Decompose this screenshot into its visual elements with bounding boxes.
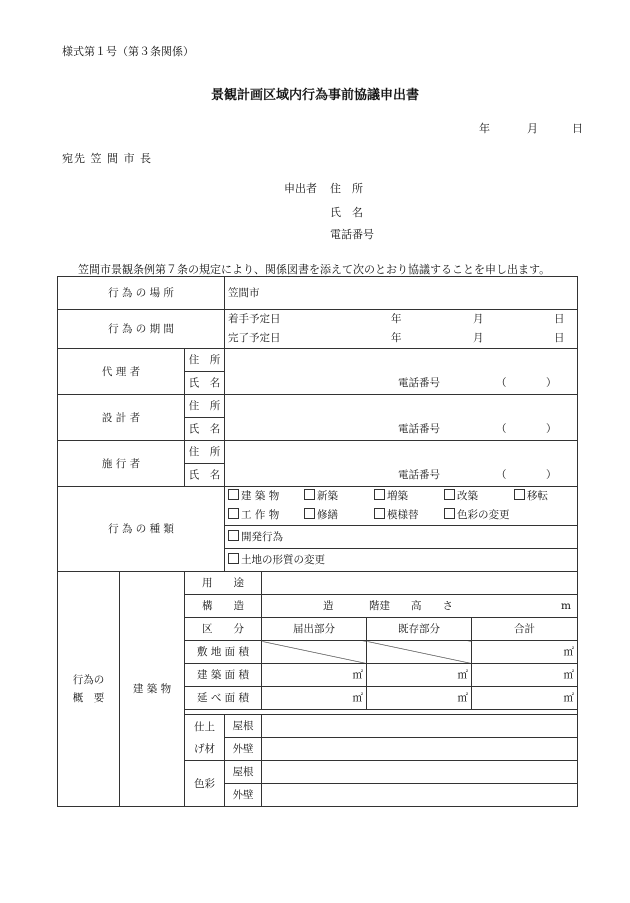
finish-roof-label: 屋根 <box>225 715 262 738</box>
finish-label: 仕上 げ材 <box>185 715 225 761</box>
statement-text: 笠間市景観条例第７条の規定により、関係図書を添えて次のとおり協議することを申し出ます。 <box>78 263 551 276</box>
colors-label: 色彩 <box>185 761 225 807</box>
checkbox-icon[interactable] <box>374 508 385 519</box>
agent-phone-label: 電話番号 <box>398 376 441 389</box>
colors-roof-input[interactable] <box>262 761 578 784</box>
period-start-label: 着手予定日 <box>228 313 281 325</box>
floor-area-label: 延 べ 面 積 <box>185 687 262 710</box>
agent-name-input[interactable] <box>225 372 578 395</box>
building-area-label: 建 築 面 積 <box>185 664 262 687</box>
designer-phone-open: （ <box>496 422 507 435</box>
site-area-total-cell[interactable]: ㎡ <box>472 641 578 664</box>
use-label: 用 途 <box>185 572 262 595</box>
kind-structure-option[interactable]: 工 作 物 <box>228 508 279 522</box>
checkbox-icon[interactable] <box>374 489 385 500</box>
finish-roof-input[interactable] <box>262 715 578 738</box>
kind-expand-option[interactable]: 増築 <box>374 489 408 503</box>
structure-zo: 造 <box>323 600 334 612</box>
use-input[interactable] <box>262 572 578 595</box>
period-end-day: 日 <box>554 332 565 344</box>
designer-phone-close: ） <box>546 422 557 435</box>
kind-label: 行 為 の 種 類 <box>58 487 225 572</box>
contractor-name-input[interactable] <box>225 464 578 487</box>
designer-phone-label: 電話番号 <box>398 422 441 435</box>
addressee: 宛先 笠 間 市 長 <box>62 152 152 165</box>
site-area-label: 敷 地 面 積 <box>185 641 262 664</box>
kind-redesign-option[interactable]: 模様替 <box>374 508 419 522</box>
application-table <box>57 276 578 807</box>
contractor-phone-label: 電話番号 <box>398 468 441 481</box>
applicant-name-label: 氏 名 <box>330 206 363 219</box>
kind-building-option[interactable]: 建 築 物 <box>228 489 279 503</box>
date-year: 年 <box>479 122 490 135</box>
floor-area-existing-cell[interactable]: ㎡ <box>367 687 472 710</box>
kind-building-row <box>225 487 578 507</box>
col-report-header: 届出部分 <box>262 618 367 641</box>
contractor-label: 施 行 者 <box>58 441 185 487</box>
site-area-report-cell <box>262 641 367 664</box>
location-label: 行 為 の 場 所 <box>58 277 225 310</box>
date-day: 日 <box>572 122 583 135</box>
contractor-address-input[interactable] <box>225 441 578 464</box>
designer-name-input[interactable] <box>225 418 578 441</box>
colors-wall-input[interactable] <box>262 784 578 807</box>
form-number: 様式第１号（第３条関係） <box>62 45 194 58</box>
checkbox-icon[interactable] <box>514 489 525 500</box>
agent-phone-close: ） <box>546 376 557 389</box>
period-end-year: 年 <box>391 332 402 344</box>
checkbox-icon[interactable] <box>228 508 239 519</box>
finish-wall-label: 外壁 <box>225 738 262 761</box>
period-end-row[interactable] <box>225 329 578 349</box>
checkbox-icon[interactable] <box>444 489 455 500</box>
kind-new-option[interactable]: 新築 <box>304 489 338 503</box>
applicant-label: 申出者 <box>284 182 317 195</box>
checkbox-icon[interactable] <box>304 489 315 500</box>
kind-land-option[interactable]: 土地の形質の変更 <box>225 549 578 572</box>
checkbox-icon[interactable] <box>444 508 455 519</box>
location-value[interactable]: 笠間市 <box>225 277 578 310</box>
structure-label: 構 造 <box>185 595 262 618</box>
period-start-month: 月 <box>473 313 484 325</box>
document-title: 景観計画区域内行為事前協議申出書 <box>210 88 419 103</box>
contractor-address-label: 住 所 <box>185 441 225 464</box>
floor-area-total-cell[interactable]: ㎡ <box>472 687 578 710</box>
site-area-existing-cell <box>367 641 472 664</box>
kind-repair-option[interactable]: 修繕 <box>304 508 338 522</box>
applicant-phone-label: 電話番号 <box>330 228 374 241</box>
contractor-phone-close: ） <box>546 468 557 481</box>
period-end-label: 完了予定日 <box>228 332 281 344</box>
date-month: 月 <box>527 122 538 135</box>
height-unit: m <box>561 600 571 612</box>
period-start-row[interactable] <box>225 310 578 330</box>
applicant-address-label: 住 所 <box>330 182 363 195</box>
agent-label: 代 理 者 <box>58 349 185 395</box>
height-label: 高 さ <box>411 600 454 612</box>
contractor-phone-open: （ <box>496 468 507 481</box>
agent-address-label: 住 所 <box>185 349 225 372</box>
period-label: 行 為 の 期 間 <box>58 310 225 349</box>
designer-address-input[interactable] <box>225 395 578 418</box>
designer-label: 設 計 者 <box>58 395 185 441</box>
checkbox-icon[interactable] <box>228 530 239 541</box>
colors-roof-label: 屋根 <box>225 761 262 784</box>
agent-address-input[interactable] <box>225 349 578 372</box>
agent-name-label: 氏 名 <box>185 372 225 395</box>
col-total-header: 合計 <box>472 618 578 641</box>
building-area-existing-cell[interactable]: ㎡ <box>367 664 472 687</box>
kind-structure-row <box>225 506 578 526</box>
overview-building-label: 建 築 物 <box>120 572 185 807</box>
structure-input[interactable] <box>262 595 578 618</box>
kind-development-option[interactable]: 開発行為 <box>225 526 578 549</box>
kind-move-option[interactable]: 移転 <box>514 489 548 503</box>
col-existing-header: 既存部分 <box>367 618 472 641</box>
building-area-report-cell[interactable]: ㎡ <box>262 664 367 687</box>
finish-wall-input[interactable] <box>262 738 578 761</box>
kind-color-option[interactable]: 色彩の変更 <box>444 508 510 522</box>
kind-rebuild-option[interactable]: 改築 <box>444 489 478 503</box>
division-label: 区 分 <box>185 618 262 641</box>
colors-wall-label: 外壁 <box>225 784 262 807</box>
designer-name-label: 氏 名 <box>185 418 225 441</box>
period-start-day: 日 <box>554 313 565 325</box>
checkbox-icon[interactable] <box>228 489 239 500</box>
designer-address-label: 住 所 <box>185 395 225 418</box>
floor-area-report-cell[interactable]: ㎡ <box>262 687 367 710</box>
structure-floors: 階建 <box>369 600 391 612</box>
agent-phone-open: （ <box>496 376 507 389</box>
checkbox-icon[interactable] <box>304 508 315 519</box>
contractor-name-label: 氏 名 <box>185 464 225 487</box>
period-end-month: 月 <box>473 332 484 344</box>
overview-label: 行為の 概 要 <box>58 572 120 807</box>
period-start-year: 年 <box>391 313 402 325</box>
checkbox-icon[interactable] <box>228 553 239 564</box>
building-area-total-cell[interactable]: ㎡ <box>472 664 578 687</box>
